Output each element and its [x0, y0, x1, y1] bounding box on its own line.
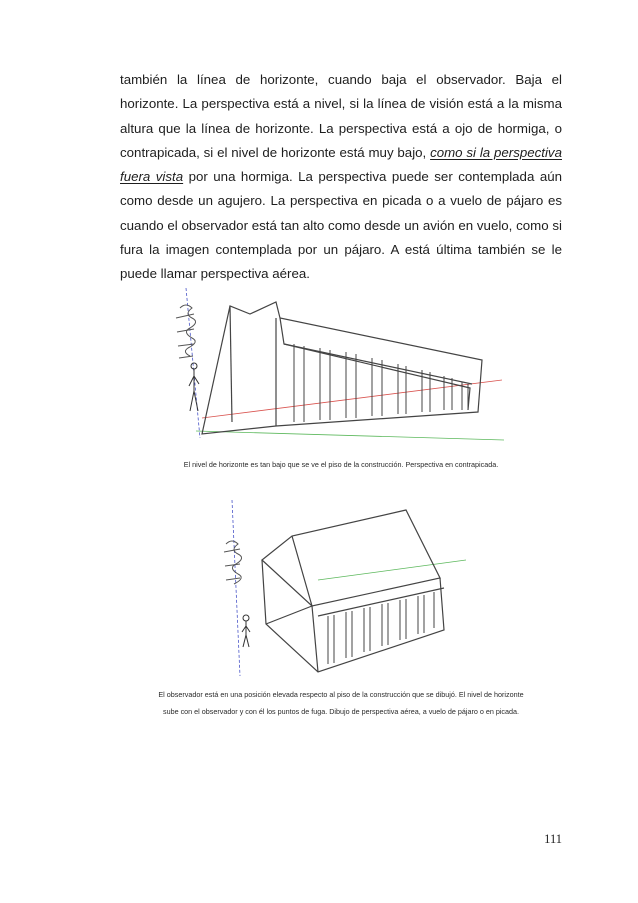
horizon-line: [202, 380, 502, 418]
horizon-line: [318, 560, 466, 580]
body-text-end: por una hormiga. La perspectiva puede ser contemplada aún como desde un agujero. La perspectiva en picada o a vuelo de pájaro es cuando el observador está tan alto como desde un avión en vuelo, como si fura la imagen contemplada por un pájaro. A está última también se le puede llamar perspectiva aérea.: [120, 169, 563, 282]
figure-2-caption-line-2: sube con el observador y con él los puntos de fuga. Dibujo de perspectiva aérea, a vuelo de pájaro o en picada.: [162, 707, 520, 716]
ground-line: [196, 431, 504, 440]
building-outline: [202, 302, 482, 434]
colonnade: [328, 592, 434, 664]
human-figure: [189, 363, 199, 411]
aerea-sketch-drawing: [208, 500, 470, 682]
vertical-guide-line: [232, 500, 240, 676]
human-figure: [242, 615, 250, 647]
figure-1-caption: El nivel de horizonte es tan bajo que se ve el piso de la construcción. Perspectiva en contrapicada.: [183, 460, 499, 469]
body-text-emphasis: como si la perspectiva fuera vista: [120, 144, 562, 185]
figure-2-caption-line-1: El observador está en una posición elevada respecto al piso de la construcción que se dibujó. El nivel de horizonte: [158, 690, 524, 699]
building-outline: [262, 510, 444, 672]
body-text-start: también la línea de horizonte, cuando baja el observador. Baja el horizonte. La perspectiva está a nivel, si la línea de visión está a la misma altura que la línea de horizonte. La perspectiva está a ojo de hormiga, o contrapicada, si el nivel de horizonte está muy bajo,: [120, 72, 562, 160]
figure-contrapicada-sketch: [172, 288, 508, 446]
contrapicada-sketch-drawing: [172, 288, 508, 446]
page-number: 111: [544, 832, 562, 846]
colonnade: [294, 344, 468, 422]
figure-aerea-sketch: [208, 500, 470, 682]
tree-scribble: [224, 541, 242, 584]
body-paragraph: [120, 68, 562, 287]
tree-scribble: [176, 305, 196, 358]
